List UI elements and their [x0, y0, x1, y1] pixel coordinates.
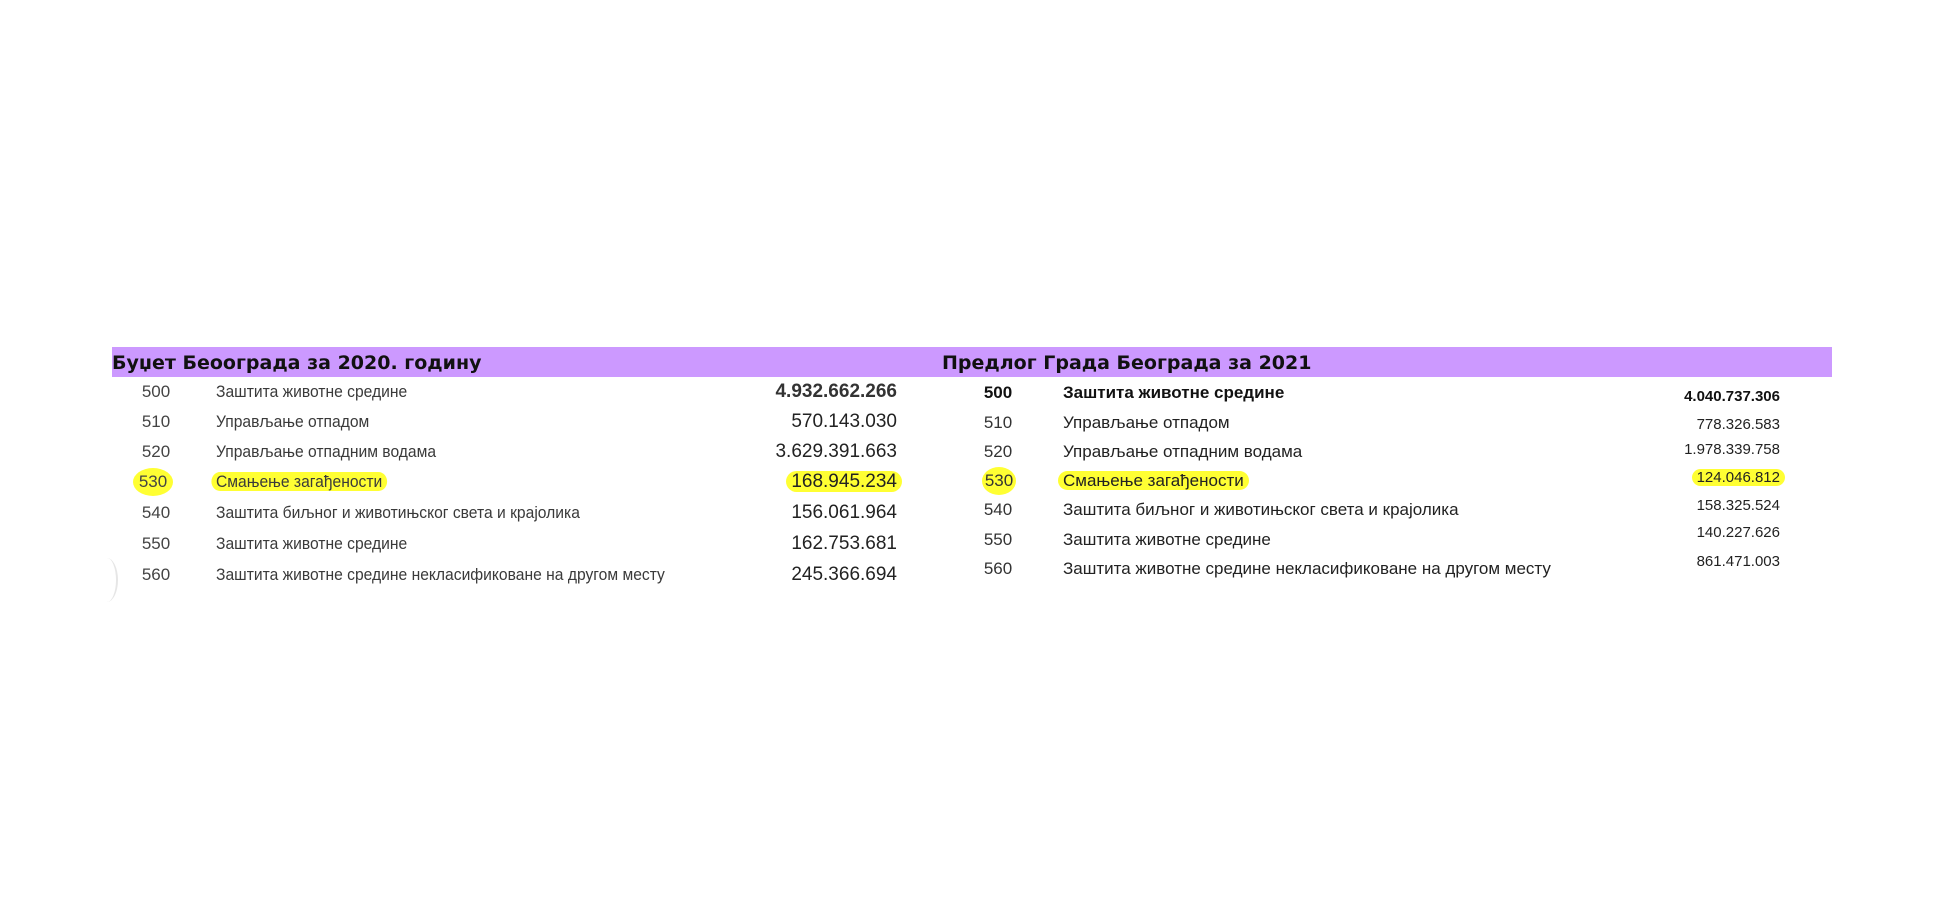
row-code: 520	[983, 442, 1013, 461]
row-amount: 570.143.030	[791, 411, 897, 432]
row-label: Заштита биљног и животињског света и крајолика	[1063, 500, 1459, 519]
row-label: Управљање отпадом	[216, 412, 370, 431]
row-code: 560	[141, 565, 171, 584]
row-code: 550	[983, 530, 1013, 549]
row-code: 540	[983, 500, 1013, 519]
row-amount: 158.325.524	[1696, 497, 1780, 514]
row-label: Управљање отпадним водама	[1063, 442, 1303, 461]
row-amount: 861.471.003	[1696, 553, 1780, 570]
highlight-mark: Смањење загађености	[1058, 471, 1249, 490]
highlight-mark: 168.945.234	[786, 471, 902, 492]
row-label: Управљање отпадним водама	[216, 442, 437, 461]
row-amount: 245.366.694	[791, 564, 897, 585]
table-row-highlighted	[131, 468, 897, 496]
row-code: 530	[982, 467, 1016, 495]
row-label	[1063, 467, 1244, 495]
highlight-mark: 124.046.812	[1692, 469, 1785, 486]
row-amount: 162.753.681	[791, 533, 897, 554]
row-amount: 4.040.737.306	[1684, 388, 1780, 405]
row-code: 520	[141, 442, 171, 461]
table-row	[131, 438, 897, 466]
row-code: 550	[141, 534, 171, 553]
table-row	[978, 379, 1780, 407]
row-code: 530	[133, 468, 173, 496]
row-code: 510	[983, 413, 1013, 432]
row-amount: 140.227.626	[1696, 524, 1780, 541]
highlight-mark: Смањење загађености	[211, 472, 386, 491]
row-code: 560	[983, 559, 1013, 578]
row-code: 500	[983, 383, 1013, 402]
row-label	[216, 468, 382, 496]
row-label: Заштита животне средине	[1063, 383, 1285, 402]
row-amount: 778.326.583	[1696, 416, 1780, 433]
table-row-highlighted	[978, 467, 1780, 495]
row-label: Заштита животне средине некласификоване на другом месту	[1063, 559, 1551, 578]
row-code: 540	[141, 503, 171, 522]
table-row	[131, 499, 897, 527]
table-row	[978, 438, 1780, 466]
row-label: Заштита животне средине	[1063, 530, 1271, 549]
table-row	[131, 561, 897, 589]
row-label: Управљање отпадом	[1063, 413, 1230, 432]
row-amount	[791, 468, 897, 496]
table-row	[131, 530, 897, 558]
row-code: 500	[141, 382, 171, 401]
row-label: Заштита животне средине	[216, 534, 408, 553]
scan-artifact-arc	[96, 558, 118, 602]
table-row	[978, 409, 1780, 437]
row-amount	[1697, 464, 1780, 492]
right-table-title: Предлог Града Београда за 2021	[942, 352, 1312, 374]
row-amount: 4.932.662.266	[775, 381, 897, 402]
row-label: Заштита животне средине некласификоване на другом месту	[216, 565, 665, 584]
row-code: 510	[141, 412, 171, 431]
table-row	[978, 496, 1780, 524]
table-row	[978, 526, 1780, 554]
left-table-title: Буџет Беоограда за 2020. годину	[112, 352, 482, 374]
table-row	[131, 378, 897, 406]
row-amount: 1.978.339.758	[1684, 441, 1780, 458]
row-amount: 3.629.391.663	[775, 441, 897, 462]
table-row	[131, 408, 897, 436]
row-label: Заштита биљног и животињског света и крајолика	[216, 503, 580, 522]
table-row	[978, 555, 1780, 583]
row-label: Заштита животне средине	[216, 382, 408, 401]
row-amount: 156.061.964	[791, 502, 897, 523]
